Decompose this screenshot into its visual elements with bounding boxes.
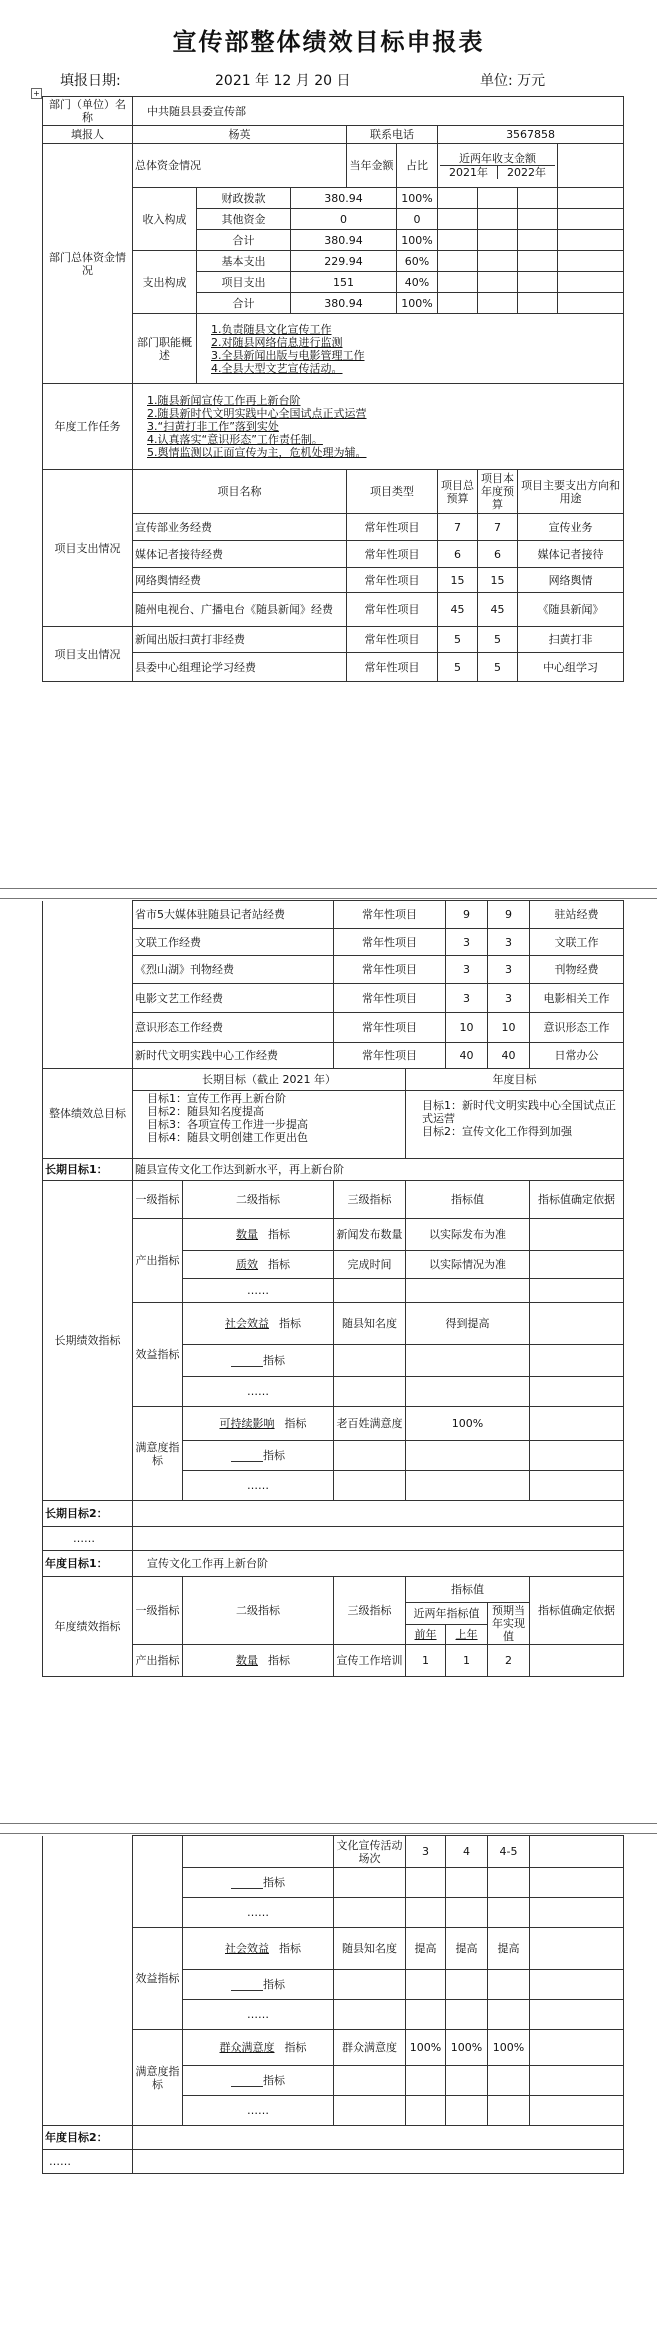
project-name: 电影文艺工作经费: [133, 984, 334, 1013]
project-budget: 5: [438, 653, 478, 682]
project-use: 扫黄打非: [518, 627, 624, 653]
project-type: 常年性项目: [334, 1013, 446, 1043]
fund-row-amount: 380.94: [291, 188, 397, 209]
tasks-label: 年度工作任务: [43, 384, 133, 470]
project-budget: 3: [446, 984, 488, 1013]
level1-header: 一级指标: [133, 1181, 183, 1219]
project-year: 10: [488, 1013, 530, 1043]
indicator-word: 指标: [263, 1354, 286, 1367]
level2-header: 二级指标: [183, 1181, 334, 1219]
project-use: 文联工作: [530, 929, 624, 956]
duty-item: 4.全县大型文艺宣传活动。: [211, 361, 343, 375]
income-label: 收入构成: [133, 188, 197, 251]
quality-label: 质效: [236, 1258, 259, 1271]
page3-table: [42, 1835, 624, 2174]
project-use: 意识形态工作: [530, 1013, 624, 1043]
col-project-use: 项目主要支出方向和用途: [518, 470, 624, 514]
long-goal-header: 长期目标（截止 2021 年）: [133, 1069, 406, 1091]
fund-row-amount: 229.94: [291, 251, 397, 272]
yb1-last: 提高: [446, 1928, 488, 1970]
project-type: 常年性项目: [334, 929, 446, 956]
project-year: 6: [478, 541, 518, 568]
value-header: 指标值: [406, 1181, 530, 1219]
project-use: 日常办公: [530, 1043, 624, 1069]
year-goal-header: 年度目标: [406, 1069, 624, 1091]
project-name: 随州电视台、广播电台《随县新闻》经费: [133, 593, 347, 627]
dots: ……: [183, 2096, 334, 2126]
fund-row-name: 其他资金: [197, 209, 291, 230]
long-goal-item: 目标2：随县知名度提高: [147, 1105, 264, 1118]
page-break: [0, 888, 657, 889]
project-name: 网络舆情经费: [133, 568, 347, 593]
dots: ……: [43, 1527, 133, 1551]
b1-level3: 随县知名度: [334, 1303, 406, 1345]
s1-level3: 老百姓满意度: [334, 1407, 406, 1441]
ys1-prev: 100%: [406, 2030, 446, 2066]
ratio-header: 占比: [397, 144, 438, 188]
duty-item: 3.全县新闻出版与电影管理工作: [211, 348, 365, 362]
project-name: 省市5大媒体驻随县记者站经费: [133, 901, 334, 929]
indicator-word: 指标: [284, 1417, 307, 1430]
project-type: 常年性项目: [347, 541, 438, 568]
page-title: 宣传部整体绩效目标申报表: [172, 27, 485, 56]
filler-label: 填报人: [43, 126, 133, 144]
page-break: [0, 898, 657, 899]
goals-label: 整体绩效总目标: [43, 1069, 133, 1159]
indicator-word: 指标: [263, 1978, 285, 1991]
date-value: 2021 年 12 月 20 日: [215, 73, 351, 89]
fund-row-name: 项目支出: [197, 272, 291, 293]
fund-row-amount: 0: [291, 209, 397, 230]
yo2-last: 4: [446, 1836, 488, 1868]
indicator-word: 指标: [279, 1317, 302, 1330]
fund-row-ratio: 100%: [397, 188, 438, 209]
project-type: 常年性项目: [334, 901, 446, 929]
project-budget: 40: [446, 1043, 488, 1069]
duty-item: 1.负责随县文化宣传工作: [211, 322, 332, 336]
yo1-prev: 1: [406, 1645, 446, 1677]
satisfaction-label: 满意度指标: [133, 1407, 183, 1501]
page-break: [0, 1823, 657, 1824]
qty-label: 数量: [236, 1228, 259, 1241]
task-item: 1.随县新闻宣传工作再上新台阶: [147, 394, 301, 407]
benefit-label: 效益指标: [133, 1303, 183, 1407]
fund-row-name: 合计: [197, 293, 291, 314]
project-budget: 3: [446, 956, 488, 984]
yo2-level3: 文化宣传活动场次: [334, 1836, 406, 1868]
project-budget: 15: [438, 568, 478, 593]
project-name: 新闻出版扫黄打非经费: [133, 627, 347, 653]
dept-value: 中共随县县委宣传部: [133, 97, 624, 126]
long-goal-item: 目标3：各项宣传工作进一步提高: [147, 1118, 308, 1131]
project-type: 常年性项目: [334, 984, 446, 1013]
fund-row-ratio: 0: [397, 209, 438, 230]
year-indicator-label: 年度绩效指标: [43, 1577, 133, 1677]
o2-level3: 完成时间: [334, 1251, 406, 1279]
long-indicator-label: 长期绩效指标: [43, 1181, 133, 1501]
fund-row-ratio: 100%: [397, 230, 438, 251]
filler-value: 杨英: [133, 126, 347, 144]
output-label: 产出指标: [133, 1645, 183, 1677]
col-project-budget: 项目总预算: [438, 470, 478, 514]
recent-value-header: 近两年指标值: [406, 1603, 488, 1625]
project-use: 《随县新闻》: [518, 593, 624, 627]
recent-header: 近两年收支金额: [440, 152, 555, 166]
project-type: 常年性项目: [334, 956, 446, 984]
project-use: 媒体记者接待: [518, 541, 624, 568]
project-name: 宣传部业务经费: [133, 514, 347, 541]
blank-line: [231, 1877, 263, 1889]
year1-header: 2021年: [440, 166, 498, 179]
year-target2-label: 年度目标2：: [43, 2126, 133, 2150]
task-item: 2.随县新时代文明实践中心全国试点正式运营: [147, 407, 367, 420]
funds-total-label: 总体资金情况: [133, 144, 347, 188]
project-name: 文联工作经费: [133, 929, 334, 956]
project-year: 3: [488, 956, 530, 984]
indicator-word: 指标: [268, 1258, 291, 1271]
yb1-expect: 提高: [488, 1928, 530, 1970]
long-target1-text: 随县宣传文化工作达到新水平，再上新台阶: [133, 1159, 624, 1181]
social-label: 社会效益: [225, 1942, 269, 1955]
project-budget: 9: [446, 901, 488, 929]
indicator-word: 指标: [263, 1876, 285, 1889]
blank-line: [231, 1979, 263, 1991]
long-target2-label: 长期目标2：: [43, 1501, 133, 1527]
dots: ……: [183, 1377, 334, 1407]
project-use: 刊物经费: [530, 956, 624, 984]
col-project-type: 项目类型: [347, 470, 438, 514]
project-type: 常年性项目: [347, 568, 438, 593]
project-type: 常年性项目: [347, 593, 438, 627]
benefit-label: 效益指标: [133, 1928, 183, 2030]
fund-row-ratio: 40%: [397, 272, 438, 293]
project-year: 45: [478, 593, 518, 627]
project-use: 中心组学习: [518, 653, 624, 682]
task-item: 3.“扫黄打非工作”落到实处: [147, 420, 279, 433]
last-year-header: 上年: [455, 1628, 478, 1642]
page2-table: [42, 900, 624, 1677]
project-name: 媒体记者接待经费: [133, 541, 347, 568]
qty-label: 数量: [236, 1654, 259, 1667]
project-name: 新时代文明实践中心工作经费: [133, 1043, 334, 1069]
col-project-year: 项目本年度预算: [478, 470, 518, 514]
duty-item: 2.对随县网络信息进行监测: [211, 335, 343, 349]
project-type: 常年性项目: [347, 514, 438, 541]
project-use: 宣传业务: [518, 514, 624, 541]
dots: ……: [43, 2150, 133, 2174]
project-type: 常年性项目: [347, 653, 438, 682]
fund-row-amount: 151: [291, 272, 397, 293]
project-name: 《烈山湖》刊物经费: [133, 956, 334, 984]
year-target1-text: 宣传文化工作再上新台阶: [133, 1551, 624, 1577]
yb1-level3: 随县知名度: [334, 1928, 406, 1970]
fund-row-ratio: 100%: [397, 293, 438, 314]
basis-header: 指标值确定依据: [530, 1181, 624, 1219]
year2-header: 2022年: [507, 166, 546, 179]
long-target1-label: 长期目标1：: [43, 1159, 133, 1181]
ys1-last: 100%: [446, 2030, 488, 2066]
indicator-word: 指标: [279, 1942, 301, 1955]
year-goal-item: 目标2：宣传文化工作得到加强: [422, 1125, 573, 1138]
project-budget: 6: [438, 541, 478, 568]
task-item: 4.认真落实“意识形态”工作责任制。: [147, 433, 323, 446]
year-goal-item: 目标1：新时代文明实践中心全国试点正式运营: [422, 1099, 617, 1125]
project-type: 常年性项目: [347, 627, 438, 653]
col-project-name: 项目名称: [133, 470, 347, 514]
project-year: 7: [478, 514, 518, 541]
o1-value: 以实际发布为准: [406, 1219, 530, 1251]
fund-row-name: 财政拨款: [197, 188, 291, 209]
blank-line: [231, 2075, 263, 2087]
phone-label: 联系电话: [347, 126, 438, 144]
fund-row-amount: 380.94: [291, 230, 397, 251]
yo1-expect: 2: [488, 1645, 530, 1677]
duties-label: 部门职能概述: [133, 314, 197, 384]
blank-line: [231, 1450, 263, 1462]
ys1-level3: 群众满意度: [334, 2030, 406, 2066]
projects-label-cont: 项目支出情况: [43, 627, 133, 682]
project-year: 5: [478, 653, 518, 682]
project-use: 电影相关工作: [530, 984, 624, 1013]
public-satisfaction-label: 群众满意度: [219, 2041, 275, 2054]
s1-value: 100%: [406, 1407, 530, 1441]
dept-label: 部门（单位）名称: [43, 97, 133, 126]
social-label: 社会效益: [225, 1317, 270, 1330]
project-budget: 5: [438, 627, 478, 653]
project-year: 5: [478, 627, 518, 653]
fund-row-ratio: 60%: [397, 251, 438, 272]
year-target1-label: 年度目标1：: [43, 1551, 133, 1577]
expense-label: 支出构成: [133, 251, 197, 314]
dots: ……: [183, 1471, 334, 1501]
project-year: 9: [488, 901, 530, 929]
indicator-word: 指标: [263, 1449, 286, 1462]
project-budget: 10: [446, 1013, 488, 1043]
yo1-last: 1: [446, 1645, 488, 1677]
o2-value: 以实际情况为准: [406, 1251, 530, 1279]
project-budget: 3: [446, 929, 488, 956]
project-year: 3: [488, 984, 530, 1013]
yo1-level3: 宣传工作培训: [334, 1645, 406, 1677]
value-header: 指标值: [406, 1577, 530, 1603]
dots: ……: [183, 1898, 334, 1928]
project-name: 意识形态工作经费: [133, 1013, 334, 1043]
project-year: 40: [488, 1043, 530, 1069]
yb1-prev: 提高: [406, 1928, 446, 1970]
ys1-expect: 100%: [488, 2030, 530, 2066]
indicator-word: 指标: [263, 2074, 285, 2087]
page-break: [0, 1833, 657, 1834]
yo2-prev: 3: [406, 1836, 446, 1868]
long-goal-item: 目标1：宣传工作再上新台阶: [147, 1092, 286, 1105]
project-year: 3: [488, 929, 530, 956]
expect-header: 预期当年实现值: [488, 1603, 530, 1645]
blank-line: [231, 1355, 263, 1367]
level3-header: 三级指标: [334, 1577, 406, 1645]
dots: ……: [183, 1279, 334, 1303]
satisfaction-label: 满意度指标: [133, 2030, 183, 2126]
indicator-word: 指标: [268, 1228, 291, 1241]
sustain-label: 可持续影响: [219, 1417, 275, 1430]
task-item: 5.舆情监测以正面宣传为主，危机处理为辅。: [147, 446, 367, 459]
indicator-word: 指标: [284, 2041, 307, 2054]
this-year-header: 当年金额: [347, 144, 397, 188]
projects-label: 项目支出情况: [43, 470, 133, 627]
project-budget: 7: [438, 514, 478, 541]
funds-section-label: 部门总体资金情况: [43, 144, 133, 384]
long-goal-item: 目标4：随县文明创建工作更出色: [147, 1131, 308, 1144]
page1-table: [42, 96, 624, 682]
dots: ……: [183, 2000, 334, 2030]
o1-level3: 新闻发布数量: [334, 1219, 406, 1251]
project-use: 驻站经费: [530, 901, 624, 929]
yo2-expect: 4-5: [488, 1836, 530, 1868]
basis-header: 指标值确定依据: [530, 1577, 624, 1645]
fund-row-name: 基本支出: [197, 251, 291, 272]
indicator-word: 指标: [268, 1654, 291, 1667]
level3-header: 三级指标: [334, 1181, 406, 1219]
project-type: 常年性项目: [334, 1043, 446, 1069]
level1-header: 一级指标: [133, 1577, 183, 1645]
level2-header: 二级指标: [183, 1577, 334, 1645]
fund-row-amount: 380.94: [291, 293, 397, 314]
fund-row-name: 合计: [197, 230, 291, 251]
phone-value: 3567858: [438, 126, 624, 144]
prev-year-header: 前年: [414, 1628, 437, 1642]
project-use: 网络舆情: [518, 568, 624, 593]
unit-label: 单位: 万元: [480, 73, 546, 89]
output-label: 产出指标: [133, 1219, 183, 1303]
project-budget: 45: [438, 593, 478, 627]
project-name: 县委中心组理论学习经费: [133, 653, 347, 682]
project-year: 15: [478, 568, 518, 593]
table-move-handle-icon[interactable]: +: [31, 88, 42, 99]
b1-value: 得到提高: [406, 1303, 530, 1345]
date-label: 填报日期:: [60, 73, 121, 89]
